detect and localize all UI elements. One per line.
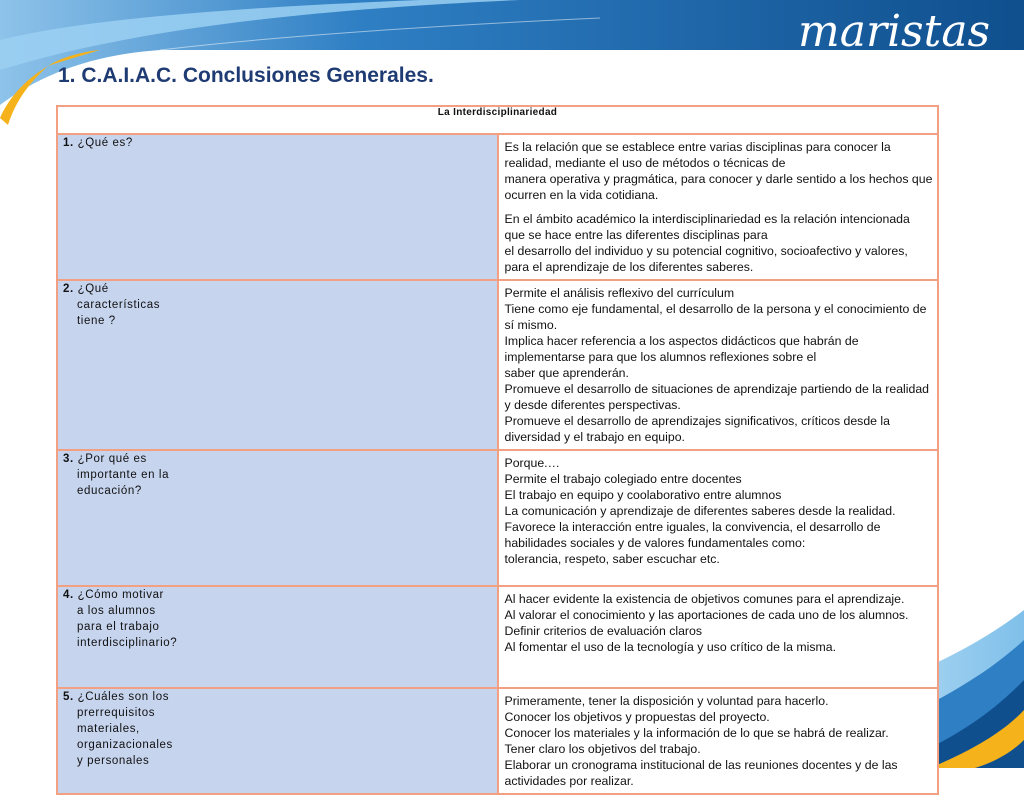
question-line: características <box>77 299 161 311</box>
question-line: para el trabajo <box>77 621 160 633</box>
answer-cell <box>498 134 939 280</box>
answer-line: Conocer los materiales y la información de lo que se habrá de realizar. <box>504 726 889 740</box>
question-cell <box>57 586 498 688</box>
answer-line: Implica hacer referencia a los aspectos didácticos que habrán de implementarse para que los alumnos reflexiones sobre el <box>504 334 859 364</box>
slide-title: 1. C.A.I.A.C. Conclusiones Generales. <box>58 64 434 87</box>
table-row <box>57 134 938 280</box>
answer-line: Favorece la interacción entre iguales, la convivencia, el desarrollo de habilidades sociales y de valores fundamentales como: <box>504 520 881 550</box>
answer-line: Primeramente, tener la disposición y voluntad para hacerlo. <box>504 694 829 708</box>
question-line: prerrequisitos <box>77 707 156 719</box>
table-row <box>57 280 938 450</box>
answer-line: Permite el análisis reflexivo del currículum <box>504 286 735 300</box>
answer-line: Elaborar un cronograma institucional de las reuniones docentes y de las actividades por realizar. <box>504 758 898 788</box>
answer-line: En el ámbito académico la interdisciplinariedad es la relación intencionada que se hace entre las diferentes disciplinas para <box>504 212 910 242</box>
answer-line: tolerancia, respeto, saber escuchar etc. <box>504 552 720 566</box>
answer-line: La comunicación y aprendizaje de diferentes saberes desde la realidad. <box>504 504 896 518</box>
answer-line: Conocer los objetivos y propuestas del proyecto. <box>504 710 770 724</box>
question-number: 2. <box>63 283 78 295</box>
answer-line: Al hacer evidente la existencia de objetivos comunes para el aprendizaje. <box>504 592 905 606</box>
question-line: tiene ? <box>77 315 116 327</box>
question-cell <box>57 450 498 586</box>
question-line: educación? <box>77 485 142 497</box>
question-cell <box>57 688 498 794</box>
answer-line: Permite el trabajo colegiado entre docentes <box>504 472 742 486</box>
answer-line: Al fomentar el uso de la tecnología y uso crítico de la misma. <box>504 640 836 654</box>
question-line: materiales, <box>77 723 140 735</box>
answer-line: Tener claro los objetivos del trabajo. <box>504 742 701 756</box>
question-line: 3. ¿Por qué es <box>63 453 147 465</box>
answer-line: el desarrollo del individuo y su potencial cognitivo, socioafectivo y valores, para el aprendizaje de los diferentes saberes. <box>504 244 908 274</box>
answer-line: Promueve el desarrollo de aprendizajes significativos, críticos desde la diversidad y el trabajo en equipo. <box>504 414 890 444</box>
question-line: 2. ¿Qué <box>63 283 109 295</box>
table-row <box>57 450 938 586</box>
answer-line: manera operativa y pragmática, para conocer y darle sentido a los hechos que ocurren en la vida cotidiana. <box>504 172 933 202</box>
answer-line: El trabajo en equipo y coolaborativo entre alumnos <box>504 488 782 502</box>
answer-cell <box>498 450 939 586</box>
table-header: La Interdisciplinariedad <box>57 106 938 134</box>
table-row <box>57 586 938 688</box>
answer-line: Al valorar el conocimiento y las aportaciones de cada uno de los alumnos. <box>504 608 909 622</box>
question-number: 1. <box>63 137 78 149</box>
answer-cell <box>498 280 939 450</box>
paragraph-gap <box>505 203 934 211</box>
answer-line: Porque.… <box>504 456 560 470</box>
answer-cell <box>498 586 939 688</box>
question-line: 1. ¿Qué es? <box>63 137 133 149</box>
question-line: y personales <box>77 755 150 767</box>
question-line: 4. ¿Cómo motivar <box>63 589 164 601</box>
question-cell <box>57 280 498 450</box>
interdisciplinarity-table <box>56 105 939 795</box>
question-line: organizacionales <box>77 739 173 751</box>
question-number: 5. <box>63 691 78 703</box>
answer-line: saber que aprenderán. <box>504 366 629 380</box>
question-line: interdisciplinario? <box>77 637 178 649</box>
question-line: a los alumnos <box>77 605 156 617</box>
question-number: 4. <box>63 589 78 601</box>
question-cell <box>57 134 498 280</box>
answer-cell <box>498 688 939 794</box>
answer-line: Definir criterios de evaluación claros <box>504 624 703 638</box>
maristas-logo: maristas <box>798 6 991 57</box>
question-line: importante en la <box>77 469 170 481</box>
question-line: 5. ¿Cuáles son los <box>63 691 170 703</box>
question-number: 3. <box>63 453 78 465</box>
answer-line: Es la relación que se establece entre varias disciplinas para conocer la realidad, mediante el uso de métodos o técnicas de <box>504 140 891 170</box>
answer-line: Tiene como eje fundamental, el desarrollo de la persona y el conocimiento de sí mismo. <box>504 302 927 332</box>
table-row <box>57 688 938 794</box>
answer-line: Promueve el desarrollo de situaciones de aprendizaje partiendo de la realidad y desde diferentes perspectivas. <box>504 382 930 412</box>
